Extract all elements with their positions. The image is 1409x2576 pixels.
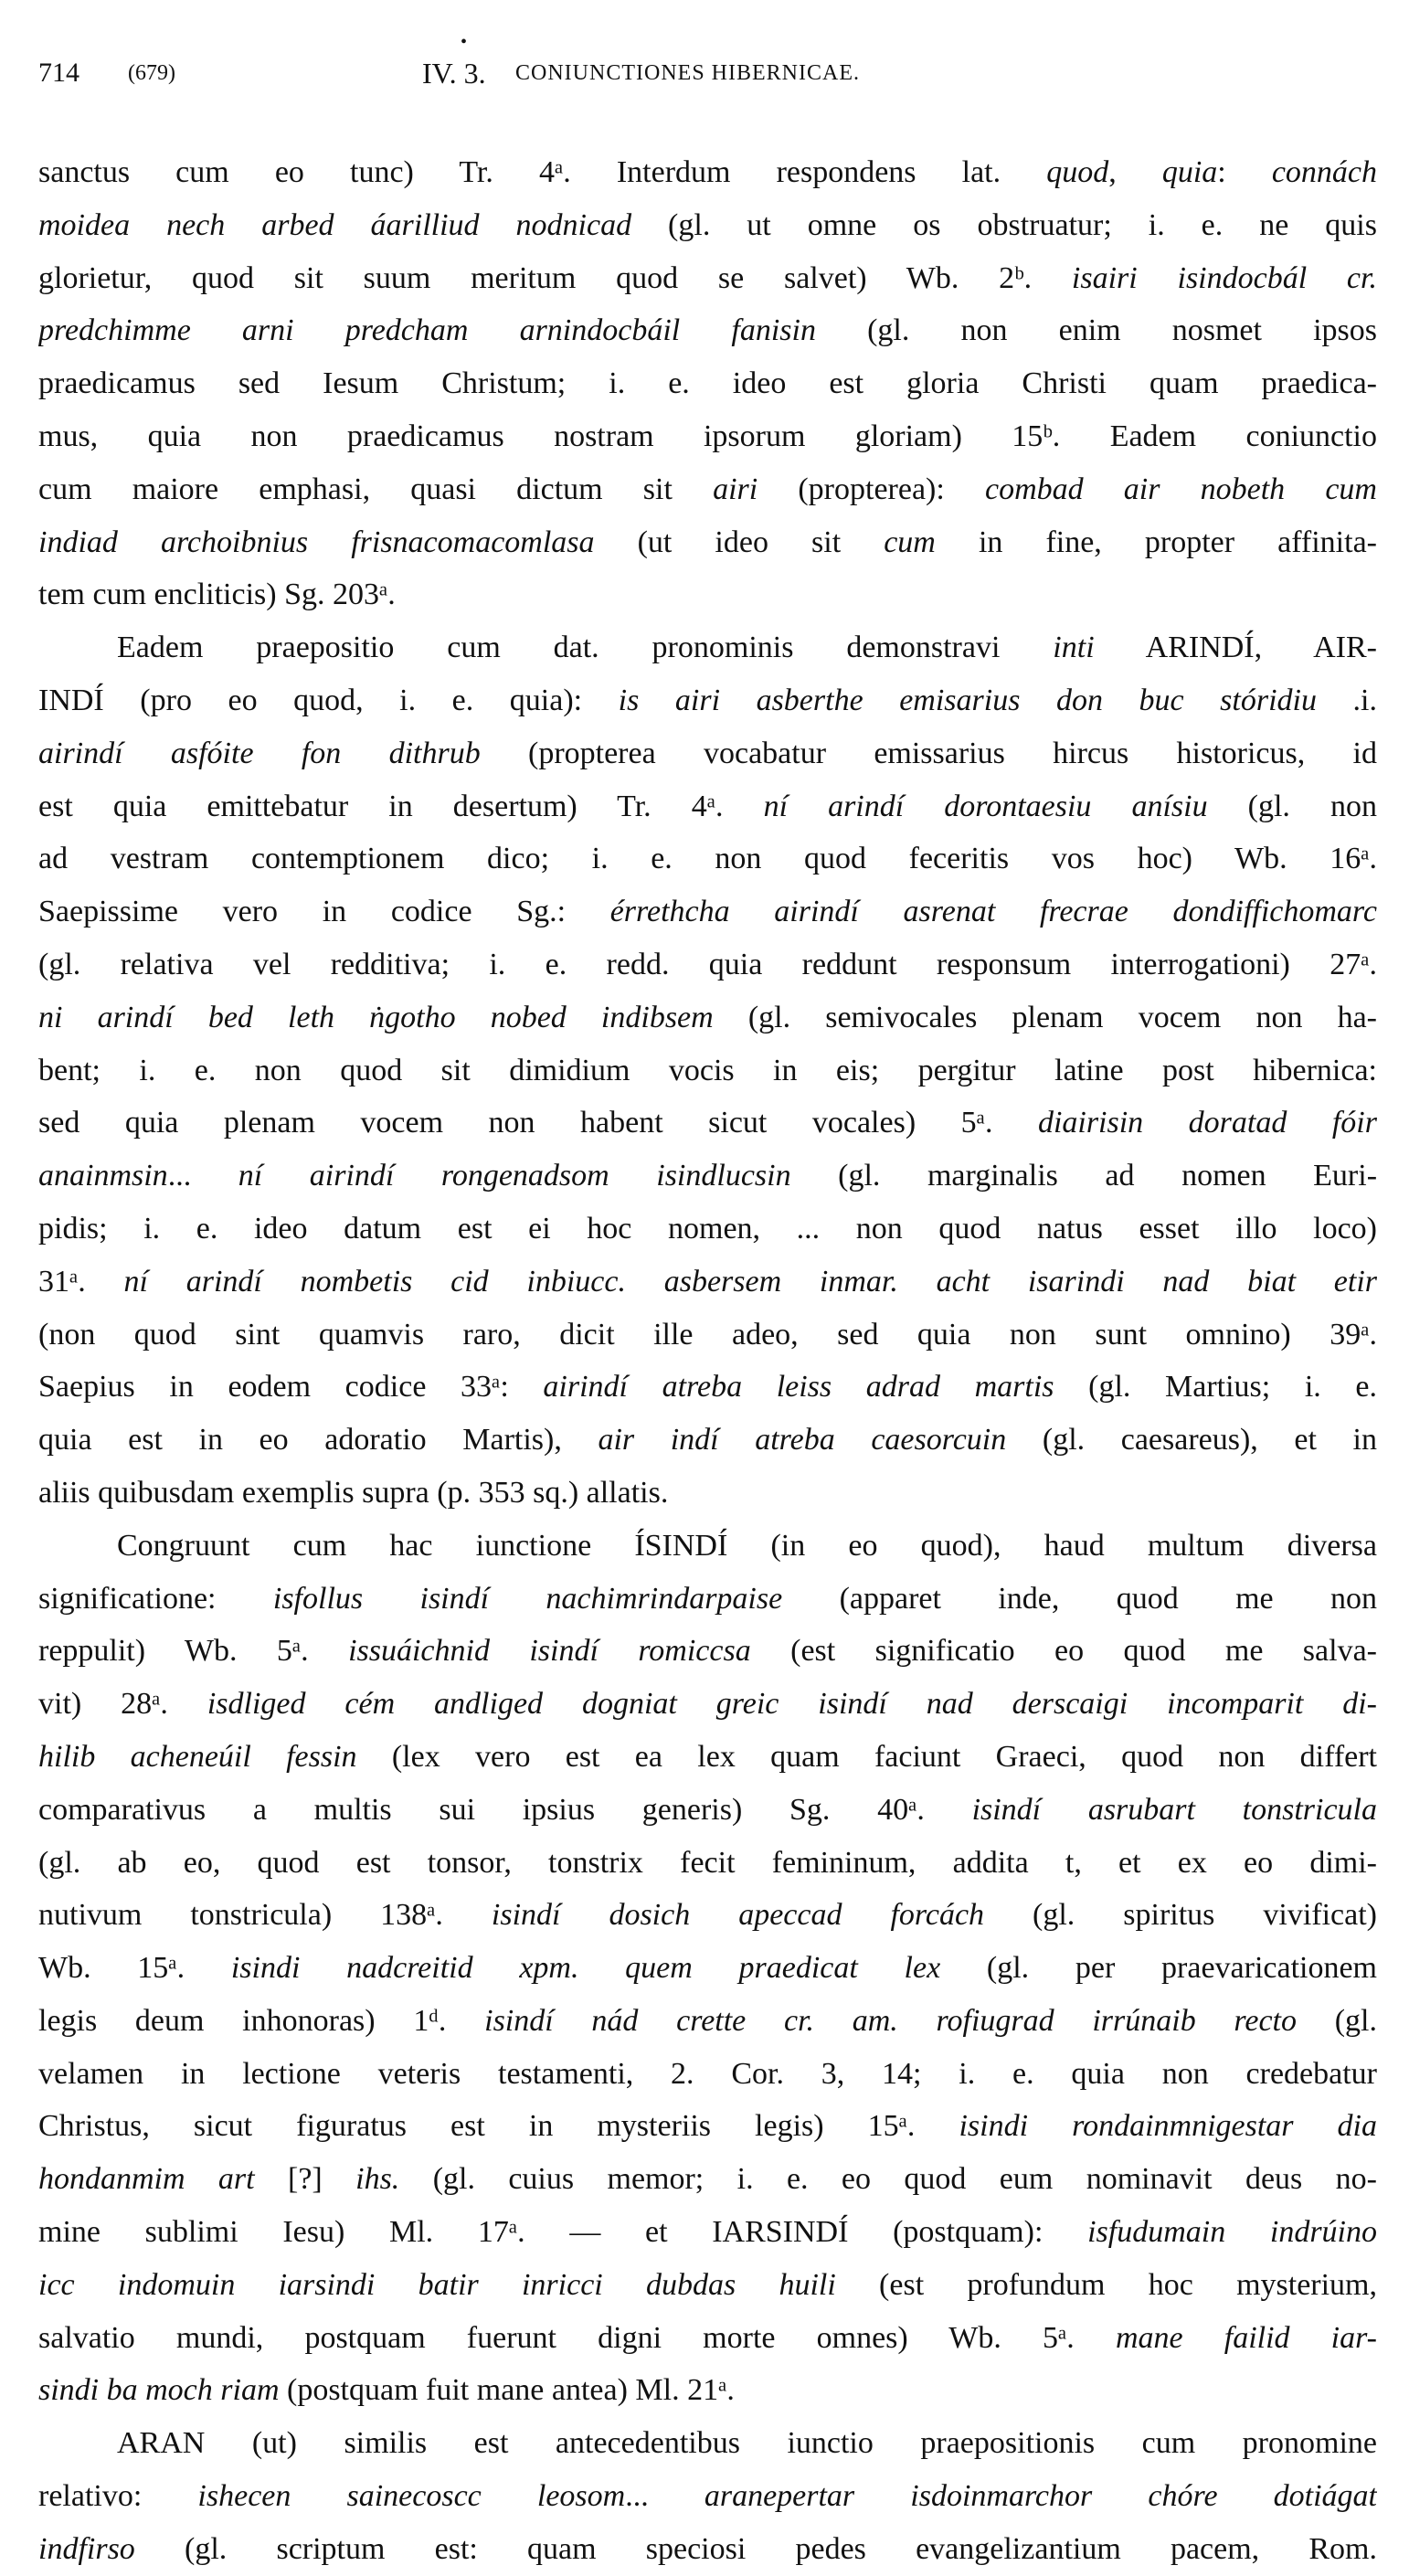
irish-gloss-text: ni arindí bed leth ṅgotho nobed indibsem — [38, 1000, 714, 1034]
irish-gloss-text: isdliged cém andliged dogniat greic isindí nad derscaigi incomparit di- — [207, 1687, 1377, 1722]
text-line — [38, 1995, 1377, 2048]
text-line — [38, 357, 1377, 410]
irish-gloss-text: sindi ba moch riam — [38, 2373, 280, 2408]
irish-gloss-text: aranepertar isdoinmarchor chóre dotiágat — [704, 2479, 1377, 2514]
irish-gloss-text: érrethcha airindí asrenat frecrae dondiffichomarc — [609, 895, 1377, 929]
text-line — [38, 1467, 1377, 1520]
irish-gloss-text: ní airindí rongenadsom isindlucsin — [238, 1159, 791, 1193]
irish-gloss-text: hilib acheneúil fessin — [38, 1739, 357, 1774]
text-line — [38, 1784, 1377, 1837]
text-line — [38, 2364, 1377, 2417]
text-line — [38, 1256, 1377, 1309]
text-line — [38, 885, 1377, 938]
irish-gloss-text: isfudumain indrúino — [1087, 2215, 1377, 2250]
text-line — [38, 463, 1377, 516]
latin-text: (gl. cuius memor; i. e. eo quod eum nominavit deus no- — [399, 2162, 1377, 2197]
latin-text: ... — [167, 1159, 238, 1193]
latin-text: est quia emittebatur in desertum) Tr. 4ᵃ. — [38, 789, 764, 823]
latin-text: (gl. non enim nosmet ipsos — [815, 313, 1377, 348]
header-dot: • — [461, 32, 468, 52]
text-line — [38, 1889, 1377, 1942]
irish-gloss-text: indiad archoibnius frisnacomacomlasa — [38, 525, 595, 559]
latin-text: (postquam fuit mane antea) Ml. 21ᵃ. — [279, 2373, 735, 2408]
text-line — [38, 199, 1377, 252]
irish-gloss-text: isindi rondainmnigestar dia — [959, 2109, 1377, 2144]
irish-gloss-text: airindí asfóite fon dithrub — [38, 736, 481, 770]
latin-text: (gl. semivocales plenam vocem non ha- — [713, 1000, 1377, 1034]
latin-text: (ut ideo sit — [594, 525, 885, 559]
irish-gloss-text: ní arindí nombetis cid inbiucc. asbersem inmar. acht isarindi nad biat etir — [123, 1264, 1377, 1299]
latin-text: Congruunt cum hac iunctione ÍSINDÍ (in eo quod), haud multum diversa — [117, 1528, 1377, 1563]
irish-gloss-text: indfirso — [38, 2531, 135, 2566]
text-line — [38, 2259, 1377, 2312]
latin-text: vit) 28ᵃ. — [38, 1687, 207, 1722]
text-line — [38, 1097, 1377, 1150]
irish-gloss-text: airindí atreba leiss adrad martis — [543, 1370, 1054, 1405]
latin-text: cum maiore emphasi, quasi dictum sit — [38, 472, 714, 506]
latin-text: glorietur, quod sit suum meritum quod se salvet) Wb. 2ᵇ. — [38, 260, 1072, 295]
latin-text: (lex vero est ea lex quam faciunt Graeci, quod non differt — [356, 1739, 1377, 1774]
latin-text: quia est in eo adoratio Martis), — [38, 1423, 599, 1458]
text-line — [38, 2206, 1377, 2259]
latin-text: 31ᵃ. — [38, 1264, 124, 1299]
latin-text: (gl. scriptum est: quam speciosi pedes evangelizantium pacem, Rom. — [134, 2531, 1377, 2566]
text-line — [38, 1625, 1377, 1678]
text-line — [38, 568, 1377, 621]
latin-text: .i. — [1316, 683, 1377, 717]
latin-text: Saepissime vero in codice Sg.: — [38, 895, 610, 929]
latin-text: (apparet inde, quod me non — [782, 1581, 1377, 1616]
text-line — [38, 991, 1377, 1044]
latin-text: tem cum encliticis) Sg. 203ᵃ. — [38, 578, 396, 612]
irish-gloss-text: predchimme arni predcham arnindocbáil fanisin — [38, 313, 816, 348]
body-text — [38, 146, 1377, 2576]
latin-text: velamen in lectione veteris testamenti, 2. Cor. 3, 14; i. e. quia non credebatur — [38, 2056, 1377, 2091]
irish-gloss-text: ishecen sainecoscc leosom — [197, 2479, 626, 2514]
latin-text: (gl. spiritus vivificat) — [984, 1898, 1377, 1933]
irish-gloss-text: isairi isindocbál cr. — [1071, 260, 1377, 295]
text-line — [38, 1309, 1377, 1362]
latin-text: : — [1217, 155, 1272, 189]
latin-text: (propterea): — [757, 472, 985, 506]
latin-text: reppulit) Wb. 5ᵃ. — [38, 1634, 349, 1669]
irish-gloss-text: anainmsin — [38, 1159, 168, 1193]
text-line — [38, 1520, 1377, 1573]
text-line — [38, 146, 1377, 199]
latin-text: ... — [625, 2479, 704, 2514]
latin-text: salvatio mundi, postquam fuerunt digni morte omnes) Wb. 5ᵃ. — [38, 2320, 1116, 2355]
latin-text: mus, quia non praedicamus nostram ipsorum gloriam) 15ᵇ. Eadem coniunctio — [38, 419, 1377, 453]
irish-gloss-text: quia — [1161, 155, 1218, 189]
latin-text: (gl. Martius; i. e. — [1054, 1370, 1377, 1405]
latin-text: (gl. — [1297, 2003, 1377, 2038]
latin-text: , — [1108, 155, 1162, 189]
latin-text: comparativus a multis sui ipsius generis) Sg. 40ᵃ. — [38, 1792, 972, 1827]
text-line — [38, 1731, 1377, 1784]
irish-gloss-text: isindi nadcreitid xpm. quem praedicat lex — [230, 1951, 941, 1986]
latin-text: ARINDÍ, AIR- — [1094, 631, 1377, 665]
latin-text: (gl. ab eo, quod est tonsor, tonstrix fecit femininum, addita t, et ex eo dimi- — [38, 1845, 1377, 1880]
irish-gloss-text: isfollus isindí nachimrindarpaise — [272, 1581, 783, 1616]
latin-text: (gl. per praevaricationem — [940, 1951, 1377, 1986]
latin-text: (gl. caesareus), et in — [1006, 1423, 1377, 1458]
latin-text: INDÍ (pro eo quod, i. e. quia): — [38, 683, 619, 717]
irish-gloss-text: connách — [1271, 155, 1377, 189]
text-line — [38, 252, 1377, 305]
latin-text: bent; i. e. non quod sit dimidium vocis in eis; pergitur latine post hibernica: — [38, 1053, 1377, 1087]
text-line — [38, 2100, 1377, 2153]
irish-gloss-text: cum — [884, 525, 936, 559]
latin-text: Eadem praepositio cum dat. pronominis demonstravi — [117, 631, 1054, 665]
irish-gloss-text: ní arindí dorontaesiu anísiu — [763, 789, 1208, 823]
latin-text: (gl. relativa vel redditiva; i. e. redd. quia reddunt responsum interrogationi) 27ᵃ. — [38, 947, 1377, 981]
document-page — [27, 18, 1382, 2566]
latin-text: in fine, propter affinita- — [935, 525, 1377, 559]
text-line — [38, 1678, 1377, 1731]
text-line — [38, 727, 1377, 780]
text-line — [38, 832, 1377, 885]
text-line — [38, 1150, 1377, 1203]
latin-text: ad vestram contemptionem dico; i. e. non quod feceritis vos hoc) Wb. 16ᵃ. — [38, 842, 1377, 876]
text-line — [38, 1573, 1377, 1626]
irish-gloss-text: isindí asrubart tonstricula — [971, 1792, 1377, 1827]
irish-gloss-text: moidea nech arbed áarilliud nodnicad — [38, 207, 632, 242]
irish-gloss-text: quod — [1046, 155, 1109, 189]
text-line — [38, 674, 1377, 727]
irish-gloss-text: inti — [1053, 631, 1095, 665]
text-line — [38, 1044, 1377, 1097]
latin-text: ARAN (ut) similis est antecedentibus iunctio praepositionis cum pronomine — [117, 2426, 1377, 2461]
text-line — [38, 621, 1377, 674]
latin-text: (gl. ut omne os obstruatur; i. e. ne quis — [631, 207, 1377, 242]
page-number: 714 — [38, 58, 79, 88]
latin-text: (est profundum hoc mysterium, — [835, 2267, 1377, 2302]
latin-text: [?] — [254, 2162, 356, 2197]
text-line — [38, 2048, 1377, 2101]
page-number-alt: (679) — [128, 61, 175, 85]
irish-gloss-text: air indí atreba caesorcuin — [598, 1423, 1007, 1458]
latin-text: significatione: — [38, 1581, 273, 1616]
section-number: IV. 3. — [422, 57, 486, 90]
latin-text: (est significatio eo quod me salva- — [750, 1634, 1377, 1669]
latin-text: relativo: — [38, 2479, 198, 2514]
text-line — [38, 2417, 1377, 2470]
latin-text: sanctus cum eo tunc) Tr. 4ᵃ. Interdum respondens lat. — [38, 155, 1047, 189]
running-title: CONIUNCTIONES HIBERNICAE. — [515, 61, 860, 85]
text-line — [38, 2153, 1377, 2206]
latin-text: legis deum inhonoras) 1ᵈ. — [38, 2003, 485, 2038]
latin-text: (gl. marginalis ad nomen Euri- — [790, 1159, 1377, 1193]
text-line — [38, 780, 1377, 833]
text-line — [38, 1203, 1377, 1256]
irish-gloss-text: airi — [713, 472, 758, 506]
text-line — [38, 1414, 1377, 1467]
irish-gloss-text: isindí dosich apeccad forcách — [491, 1898, 985, 1933]
latin-text: sed quia plenam vocem non habent sicut vocales) 5ᵃ. — [38, 1106, 1038, 1140]
text-line — [38, 410, 1377, 463]
text-line — [38, 938, 1377, 991]
text-line — [38, 2470, 1377, 2523]
latin-text: (gl. non — [1207, 789, 1377, 823]
text-line — [38, 1942, 1377, 1995]
text-line — [38, 1361, 1377, 1414]
latin-text: (non quod sint quamvis raro, dicit ille adeo, sed quia non sunt omnino) 39ᵃ. — [38, 1317, 1377, 1352]
text-line — [38, 516, 1377, 569]
latin-text: Wb. 15ᵃ. — [38, 1951, 231, 1986]
irish-gloss-text: is airi asberthe emisarius don buc stóridiu — [618, 683, 1317, 717]
text-line — [38, 1837, 1377, 1890]
latin-text: Christus, sicut figuratus est in mysteriis legis) 15ᵃ. — [38, 2109, 959, 2144]
latin-text: pidis; i. e. ideo datum est ei hoc nomen, ... non quod natus esset illo loco) — [38, 1211, 1377, 1246]
text-line — [38, 2523, 1377, 2576]
latin-text: (propterea vocabatur emissarius hircus historicus, id — [480, 736, 1377, 770]
latin-text: mine sublimi Iesu) Ml. 17ᵃ. — et IARSINDÍ (postquam): — [38, 2215, 1088, 2250]
irish-gloss-text: ihs. — [355, 2162, 400, 2197]
irish-gloss-text: diairisin doratad fóir — [1037, 1106, 1377, 1140]
latin-text: praedicamus sed Iesum Christum; i. e. ideo est gloria Christi quam praedica- — [38, 366, 1377, 401]
latin-text: aliis quibusdam exemplis supra (p. 353 sq.) allatis. — [38, 1475, 669, 1510]
text-line — [38, 2312, 1377, 2365]
irish-gloss-text: isindí nád crette cr. am. rofiugrad irrúnaib recto — [484, 2003, 1298, 2038]
irish-gloss-text: hondanmim art — [38, 2162, 255, 2197]
irish-gloss-text: combad air nobeth cum — [984, 472, 1377, 506]
irish-gloss-text: icc indomuin iarsindi batir inricci dubdas huili — [38, 2267, 836, 2302]
latin-text: nutivum tonstricula) 138ᵃ. — [38, 1898, 492, 1933]
irish-gloss-text: mane failid iar- — [1115, 2320, 1377, 2355]
text-line — [38, 304, 1377, 357]
irish-gloss-text: issuáichnid isindí romiccsa — [348, 1634, 751, 1669]
latin-text: Saepius in eodem codice 33ᵃ: — [38, 1370, 544, 1405]
